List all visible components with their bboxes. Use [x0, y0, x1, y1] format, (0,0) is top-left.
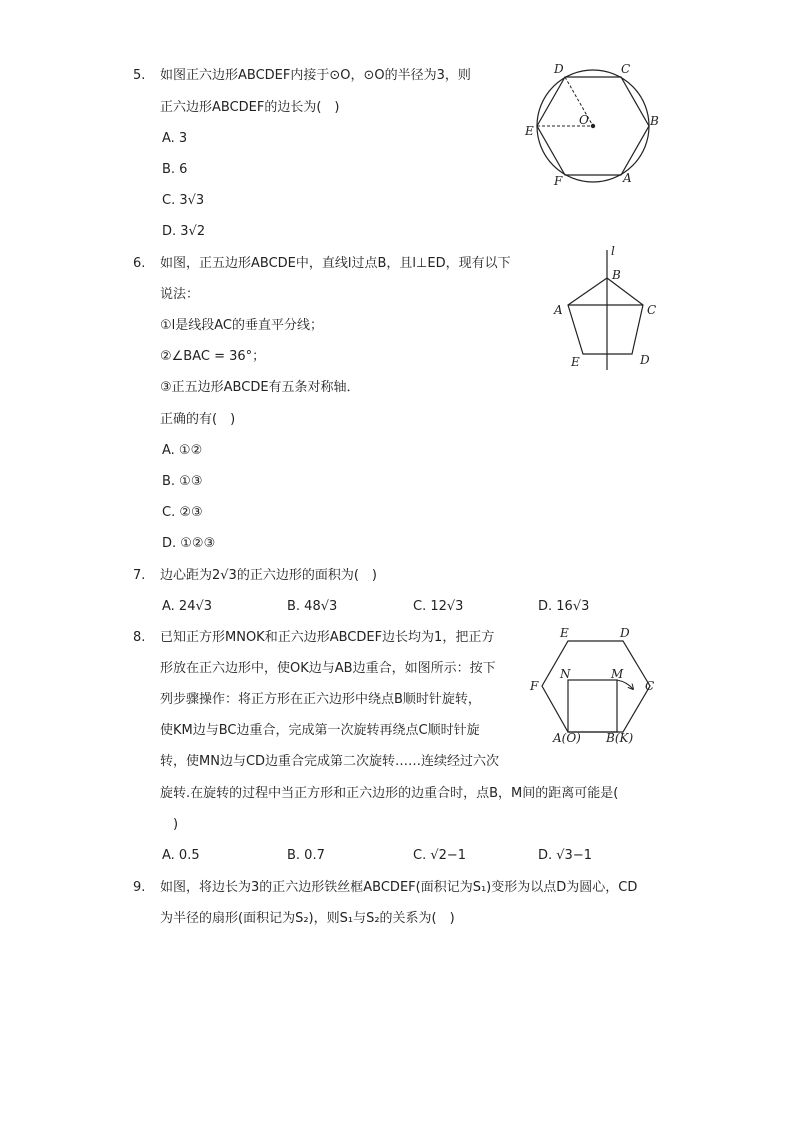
- q9-stem-line-2: 为半径的扇形(面积记为S₂)，则S₁与S₂的关系为( ): [160, 911, 455, 926]
- q8-figure-square-in-hexagon: [526, 624, 666, 748]
- label-m: M: [611, 667, 624, 681]
- label-l: l: [611, 244, 615, 258]
- q5-option-d: D. 3√2: [162, 224, 206, 239]
- label-e: E: [571, 355, 580, 369]
- center-point: [591, 124, 595, 128]
- label-a-o: A(O): [553, 731, 581, 745]
- q6-option-c: C. ②③: [162, 505, 203, 520]
- q7-option-c: C. 12√3: [413, 599, 464, 614]
- label-a: A: [623, 171, 632, 185]
- q6-number: 6.: [133, 256, 146, 271]
- label-d: D: [620, 626, 630, 640]
- q8-option-c: C. √2−1: [413, 848, 467, 863]
- label-b: B: [612, 268, 621, 282]
- label-e: E: [525, 124, 534, 138]
- q5-figure-hexagon-in-circle: [518, 58, 668, 190]
- label-c: C: [645, 679, 655, 693]
- label-d: D: [640, 353, 650, 367]
- label-n: N: [560, 667, 571, 681]
- q8-number: 8.: [133, 630, 146, 645]
- q5-number: 5.: [133, 68, 146, 83]
- label-b: B: [650, 114, 659, 128]
- q5-option-c: C. 3√3: [162, 193, 205, 208]
- square-mnok: [568, 680, 617, 732]
- hexagon-abcdef: [542, 641, 650, 732]
- label-e: E: [560, 626, 569, 640]
- q9-number: 9.: [133, 880, 146, 895]
- q7-option-b: B. 48√3: [287, 599, 338, 614]
- q6-statement-2: ②∠BAC = 36°；: [160, 349, 266, 364]
- q5-option-a: A. 3: [162, 131, 188, 146]
- q8-stem-line-1: 已知正方形MNOK和正六边形ABCDEF边长均为1，把正方: [160, 630, 495, 645]
- q8-stem-line-6: 旋转.在旋转的过程中当正方形和正六边形的边重合时，点B，M间的距离可能是(: [160, 786, 619, 801]
- q6-stem-line-1: 如图，正五边形ABCDE中，直线l过点B，且l⊥ED，现有以下: [160, 256, 511, 271]
- pentagon-abcde: [568, 278, 643, 354]
- q5-stem-line-1: 如图正六边形ABCDEF内接于⊙O，⊙O的半径为3，则: [160, 68, 471, 83]
- q8-option-b: B. 0.7: [287, 848, 325, 863]
- label-c: C: [647, 303, 657, 317]
- q8-stem-line-4: 使KM边与BC边重合，完成第一次旋转再绕点C顺时针旋: [160, 723, 480, 738]
- q8-stem-line-5: 转，使MN边与CD边重合完成第二次旋转……连续经过六次: [160, 754, 500, 769]
- q6-option-b: B. ①③: [162, 474, 203, 489]
- q7-option-d: D. 16√3: [538, 599, 590, 614]
- q7-stem: 边心距为2√3的正六边形的面积为( ): [160, 568, 377, 583]
- q8-stem-line-7: ): [160, 817, 179, 832]
- label-c: C: [621, 62, 631, 76]
- label-f: F: [554, 174, 563, 188]
- q8-option-a: A. 0.5: [162, 848, 200, 863]
- q6-stem-line-2: 说法：: [160, 287, 200, 302]
- q6-statement-3: ③正五边形ABCDE有五条对称轴．: [160, 380, 360, 395]
- q8-stem-line-2: 形放在正六边形中，使OK边与AB边重合，如图所示：按下: [160, 661, 496, 676]
- rotation-arrow: [617, 680, 633, 689]
- q8-option-d: D. √3−1: [538, 848, 592, 863]
- label-b-k: B(K): [606, 731, 634, 745]
- q5-stem-line-2: 正六边形ABCDEF的边长为( ): [160, 100, 340, 115]
- q8-stem-line-3: 列步骤操作：将正方形在正六边形中绕点B顺时针旋转，: [160, 692, 481, 707]
- label-a: A: [554, 303, 563, 317]
- q7-option-a: A. 24√3: [162, 599, 213, 614]
- q6-statement-1: ①l是线段AC的垂直平分线；: [160, 318, 324, 333]
- label-o: O: [579, 113, 589, 127]
- label-d: D: [554, 62, 564, 76]
- label-f: F: [530, 679, 539, 693]
- q6-figure-pentagon: [548, 240, 668, 374]
- q7-number: 7.: [133, 568, 146, 583]
- q6-stem-line-6: 正确的有( ): [160, 412, 236, 427]
- q6-option-d: D. ①②③: [162, 536, 216, 551]
- q5-option-b: B. 6: [162, 162, 188, 177]
- q9-stem-line-1: 如图，将边长为3的正六边形铁丝框ABCDEF(面积记为S₁)变形为以点D为圆心，CD: [160, 880, 638, 895]
- q6-option-a: A. ①②: [162, 443, 203, 458]
